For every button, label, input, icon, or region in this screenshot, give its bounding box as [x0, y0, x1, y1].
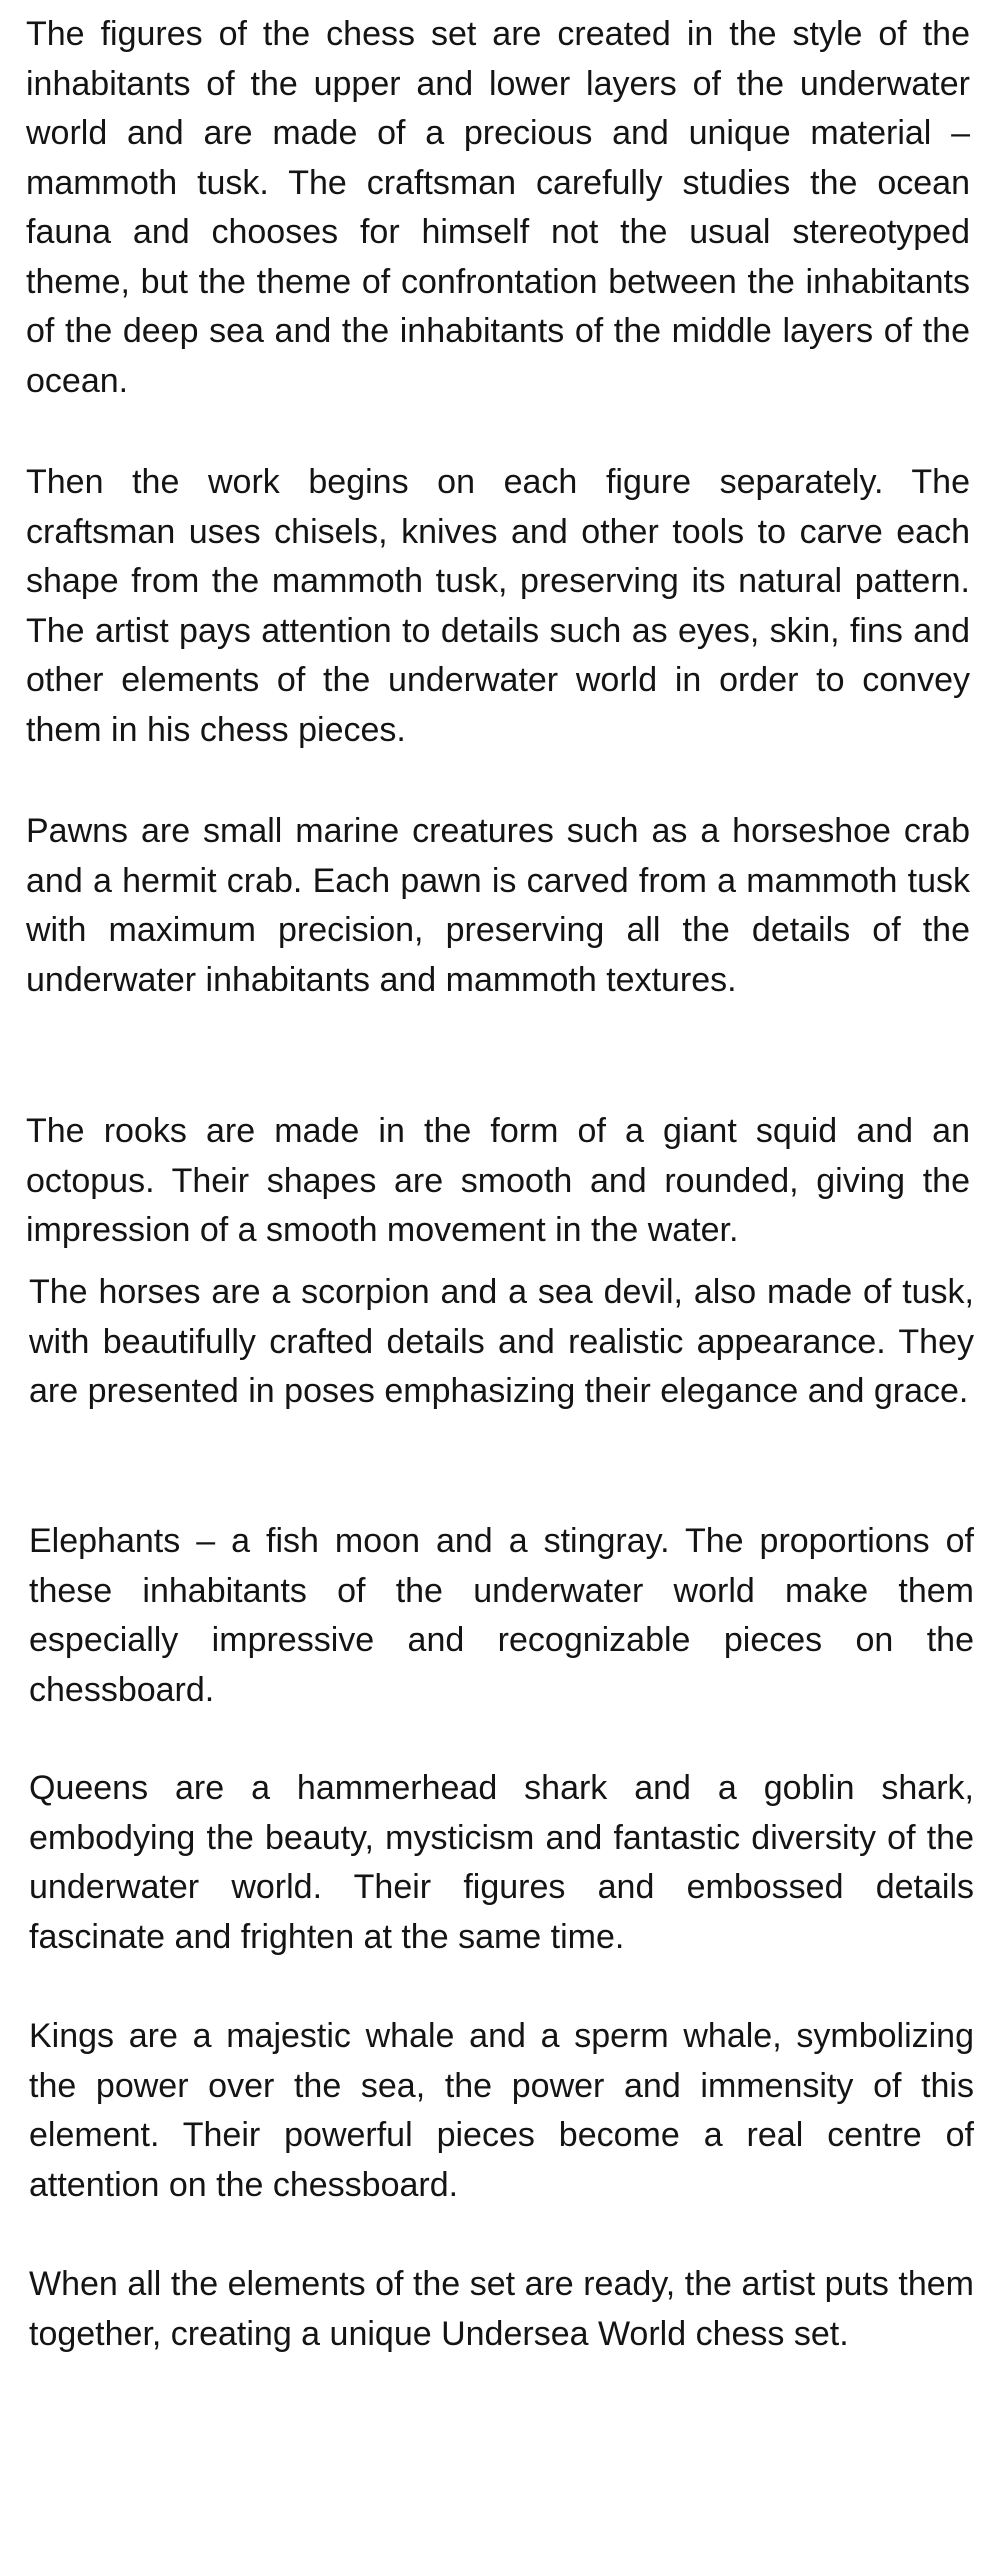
paragraph-conclusion: When all the elements of the set are ready, the artist puts them together, creating a unique Undersea World chess set. — [29, 2265, 974, 2353]
paragraph-horses: The horses are a scorpion and a sea devil, also made of tusk, with beautifully crafted details and realistic appearance. They are presented in poses emphasizing their elegance and grace. — [29, 1273, 974, 1410]
paragraph-rooks: The rooks are made in the form of a giant squid and an octopus. Their shapes are smooth and rounded, giving the impression of a smooth movement in the water. — [26, 1112, 970, 1249]
paragraph-elephants: Elephants – a fish moon and a stingray. The proportions of these inhabitants of the underwater world make them especially impressive and recognizable pieces on the chessboard. — [29, 1522, 974, 1709]
paragraph-materials: The figures of the chess set are created in the style of the inhabitants of the upper and lower layers of the underwater world and are made of a precious and unique material – mammoth tusk. The craftsman carefully studies the ocean fauna and chooses for himself not the usual stereotyped theme, but the theme of confrontation between the inhabitants of the deep sea and the inhabitants of the middle layers of the ocean. — [26, 15, 970, 400]
paragraph-pawns: Pawns are small marine creatures such as a horseshoe crab and a hermit crab. Each pawn is carved from a mammoth tusk with maximum precision, preserving all the details of the underwater inhabitants and mammoth textures. — [26, 812, 970, 999]
paragraph-queens: Queens are a hammerhead shark and a goblin shark, embodying the beauty, mysticism and fantastic diversity of the underwater world. Their figures and embossed details fascinate and frighten at the same time. — [29, 1769, 974, 1956]
paragraph-kings: Kings are a majestic whale and a sperm whale, symbolizing the power over the sea, the power and immensity of this element. Their powerful pieces become a real centre of attention on the chessboard. — [29, 2017, 974, 2204]
paragraph-carving: Then the work begins on each figure separately. The craftsman uses chisels, knives and other tools to carve each shape from the mammoth tusk, preserving its natural pattern. The artist pays attention to details such as eyes, skin, fins and other elements of the underwater world in order to convey them in his chess pieces. — [26, 463, 970, 749]
